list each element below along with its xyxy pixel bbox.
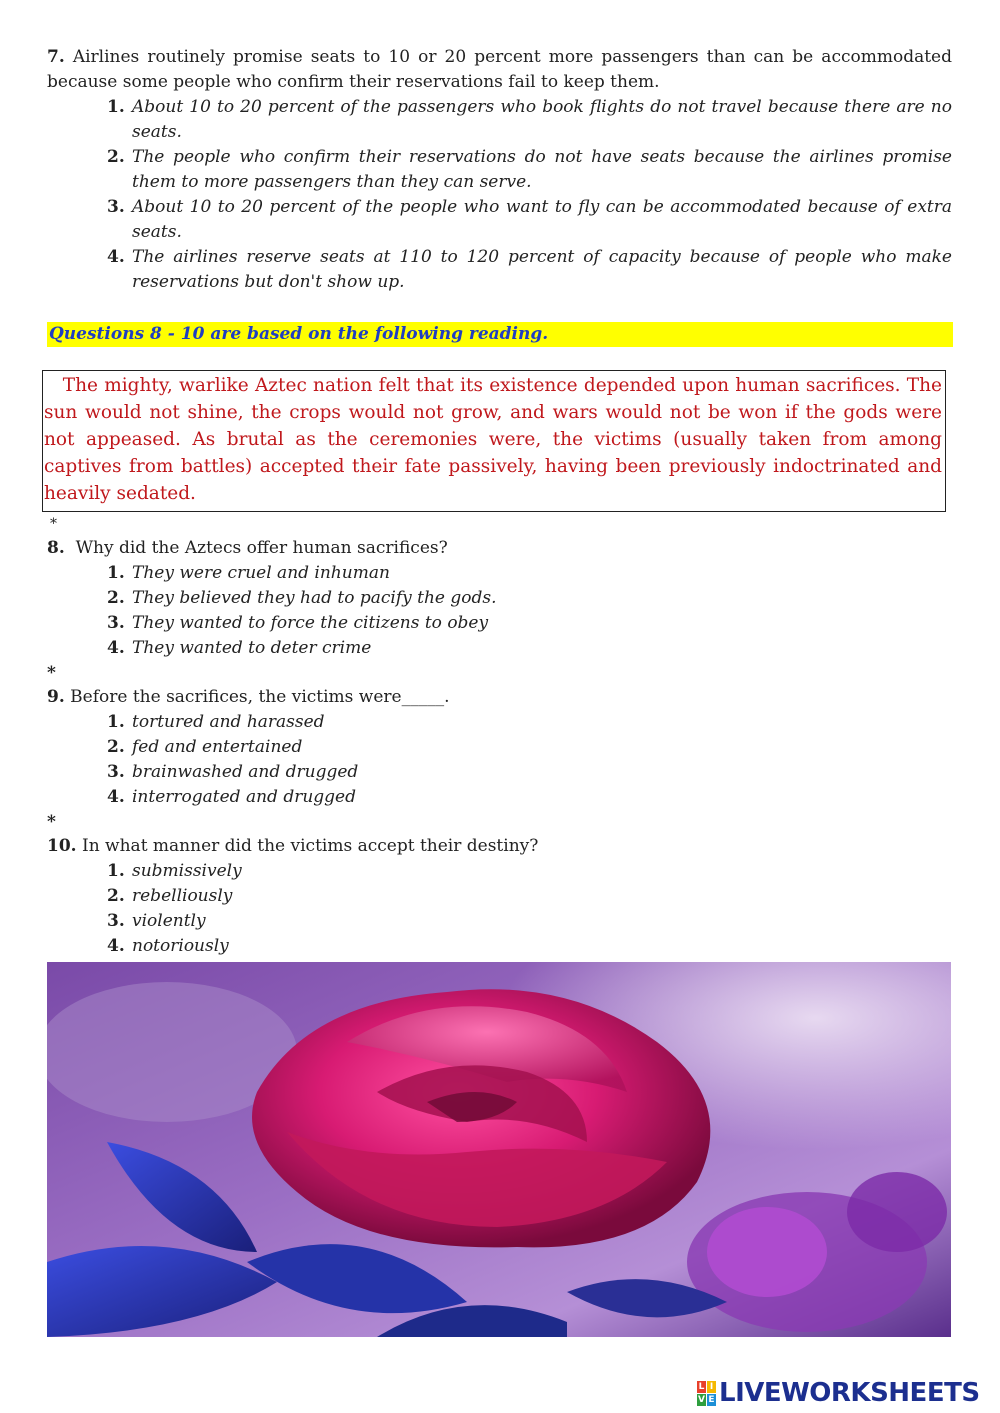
question-number: 10. (47, 836, 77, 856)
question-text: Airlines routinely promise seats to 10 or 20 percent more passengers than can be accommodated because some people who confirm their reservations fail to keep them. (47, 47, 952, 92)
question-number: 7. (47, 47, 65, 67)
brand-mark-letter: L (698, 1381, 705, 1392)
option-number: 3. (107, 762, 125, 782)
option-text: They believed they had to pacify the gods. (132, 588, 497, 608)
option-2[interactable] (107, 884, 952, 909)
option-1[interactable] (107, 95, 952, 145)
options-list (47, 561, 952, 661)
option-text: rebelliously (132, 886, 233, 906)
question-9 (47, 685, 952, 810)
question-8 (47, 536, 952, 661)
brand-name: LIVEWORKSHEETS (719, 1378, 980, 1408)
brand-mark-letter: E (708, 1394, 715, 1405)
option-3[interactable] (107, 909, 952, 934)
reading-passage (42, 370, 946, 512)
option-text: About 10 to 20 percent of the people who want to fly can be accommodated because of extra seats. (132, 197, 952, 242)
option-text: About 10 to 20 percent of the passengers who book flights do not travel because there are no seats. (132, 97, 952, 142)
question-10 (47, 834, 952, 959)
separator-star: * (47, 812, 56, 832)
option-number: 3. (107, 613, 125, 633)
option-number: 1. (107, 712, 125, 732)
option-2[interactable] (107, 735, 952, 760)
option-number: 4. (107, 936, 125, 956)
question-text: Before the sacrifices, the victims were_____. (70, 687, 450, 707)
option-text: They wanted to force the citizens to obey (132, 613, 489, 633)
separator-star: * (50, 516, 57, 532)
brand-mark-letter: V (698, 1394, 705, 1405)
option-text: The people who confirm their reservations do not have seats because the airlines promise them to more passengers than they can serve. (132, 147, 952, 192)
worksheet-page (44, 45, 952, 959)
options-list (47, 95, 952, 295)
liveworksheets-logo (697, 1378, 980, 1408)
option-3[interactable] (107, 611, 952, 636)
question-text: Why did the Aztecs offer human sacrifices? (75, 538, 448, 558)
option-4[interactable] (107, 934, 952, 959)
question-text: In what manner did the victims accept their destiny? (81, 836, 539, 856)
question-stem (47, 536, 952, 561)
rose-illustration (47, 962, 951, 1337)
option-number: 1. (107, 861, 125, 881)
question-number: 9. (47, 687, 65, 707)
option-number: 4. (107, 638, 125, 658)
option-2[interactable] (107, 145, 952, 195)
option-text: submissively (132, 861, 242, 881)
option-2[interactable] (107, 586, 952, 611)
option-1[interactable] (107, 859, 952, 884)
option-3[interactable] (107, 760, 952, 785)
option-number: 3. (107, 911, 125, 931)
reading-instructions-banner: Questions 8 - 10 are based on the following reading. (47, 322, 953, 347)
question-stem (47, 45, 952, 95)
rose-photo (47, 962, 951, 1337)
separator-star: * (47, 663, 56, 683)
options-list (47, 710, 952, 810)
option-number: 4. (107, 247, 125, 267)
option-4[interactable] (107, 245, 952, 295)
brand-mark-letter: I (707, 1381, 716, 1393)
option-text: brainwashed and drugged (132, 762, 359, 782)
option-text: tortured and harassed (132, 712, 325, 732)
option-text: violently (132, 911, 206, 931)
question-7 (47, 45, 952, 295)
option-text: fed and entertained (132, 737, 303, 757)
option-number: 4. (107, 787, 125, 807)
reading-text: The mighty, warlike Aztec nation felt that its existence depended upon human sacrifices. The sun would not shine, the crops would not grow, and wars would not be won if the gods were not appeased. As brutal as the ceremonies were, the victims (usually taken from among captives from battles) accepted their fate passively, having been previously indoctrinated and heavily sedated. (44, 375, 942, 504)
question-number: 8. (47, 538, 65, 558)
option-1[interactable] (107, 561, 952, 586)
option-number: 2. (107, 147, 125, 167)
option-number: 2. (107, 737, 125, 757)
option-4[interactable] (107, 636, 952, 661)
option-text: notoriously (132, 936, 229, 956)
option-number: 1. (107, 97, 125, 117)
option-text: They wanted to deter crime (132, 638, 372, 658)
option-number: 2. (107, 588, 125, 608)
option-4[interactable] (107, 785, 952, 810)
option-number: 2. (107, 886, 125, 906)
options-list (47, 859, 952, 959)
option-number: 3. (107, 197, 125, 217)
option-text: The airlines reserve seats at 110 to 120 percent of capacity because of people who make reservations but don't show up. (132, 247, 952, 292)
question-stem (47, 685, 952, 710)
option-number: 1. (107, 563, 125, 583)
option-3[interactable] (107, 195, 952, 245)
option-text: interrogated and drugged (132, 787, 356, 807)
brand-mark-icon (697, 1381, 716, 1406)
option-1[interactable] (107, 710, 952, 735)
option-text: They were cruel and inhuman (132, 563, 390, 583)
question-stem (47, 834, 952, 859)
